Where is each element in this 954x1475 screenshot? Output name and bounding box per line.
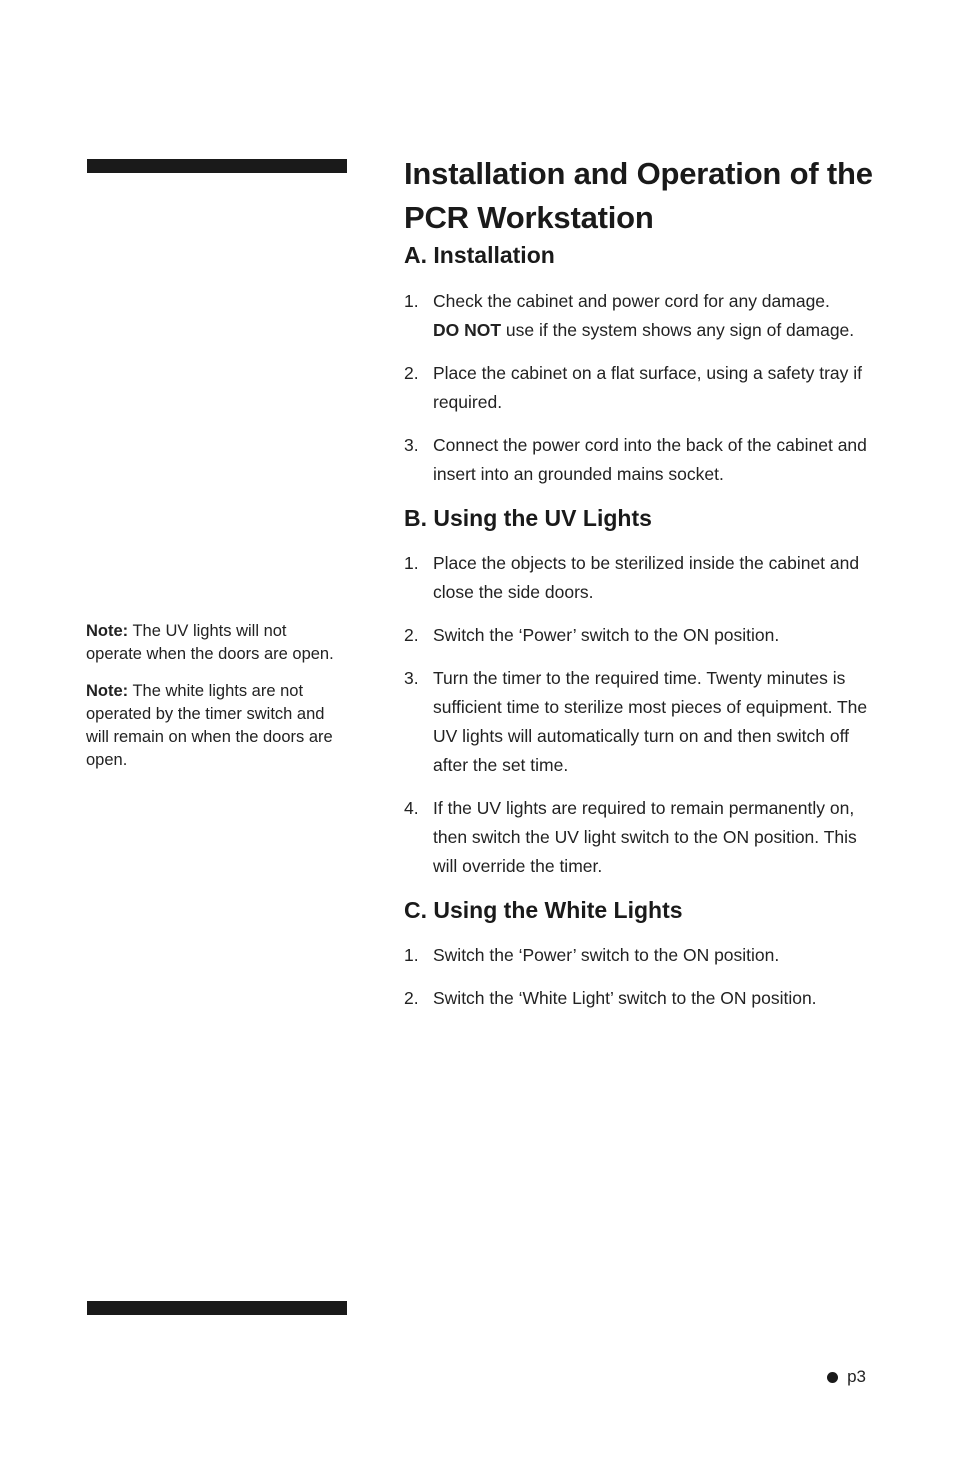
section-heading-uv-lights: B. Using the UV Lights — [404, 505, 652, 531]
step-text: Check the cabinet and power cord for any damage. — [433, 291, 830, 311]
list-item — [404, 549, 884, 607]
page-title: Installation and Operation of the PCR Workstation — [404, 156, 873, 235]
step-text: Switch the ‘Power’ switch to the ON position. — [433, 625, 780, 645]
list-item — [404, 621, 884, 650]
installation-steps — [404, 287, 884, 489]
list-item — [404, 431, 884, 489]
step-number: 1. — [404, 945, 419, 965]
list-item — [404, 359, 884, 417]
main-content — [404, 152, 884, 1027]
list-item — [404, 794, 884, 881]
step-text: Switch the ‘Power’ switch to the ON position. — [433, 945, 780, 965]
step-number: 2. — [404, 625, 419, 645]
note-label: Note: — [86, 682, 129, 700]
step-number: 3. — [404, 668, 419, 688]
step-text: Place the cabinet on a flat surface, using a safety tray if required. — [433, 363, 862, 412]
step-number: 1. — [404, 553, 419, 573]
sidebar-notes — [86, 620, 338, 786]
step-number: 2. — [404, 363, 419, 383]
list-item — [404, 664, 884, 780]
uv-lights-steps — [404, 549, 884, 881]
step-text: use if the system shows any sign of damage. — [501, 320, 855, 340]
list-item — [404, 984, 884, 1013]
note-text: The white lights are not operated by the timer switch and will remain on when the doors are open. — [86, 682, 333, 769]
list-item — [404, 941, 884, 970]
step-number: 1. — [404, 291, 419, 311]
step-warning: DO NOT — [433, 320, 502, 340]
list-item — [404, 287, 884, 345]
white-lights-steps — [404, 941, 884, 1013]
bottom-rule — [87, 1301, 347, 1315]
section-heading-installation: A. Installation — [404, 242, 555, 268]
page-footer — [827, 1366, 866, 1388]
bullet-icon — [827, 1372, 838, 1383]
step-text: Place the objects to be sterilized inside the cabinet and close the side doors. — [433, 553, 860, 602]
step-number: 3. — [404, 435, 419, 455]
step-text: Turn the timer to the required time. Twenty minutes is sufficient time to sterilize most pieces of equipment. The UV lights will automatically turn on and then switch off after the set time. — [433, 668, 868, 775]
note-text: The UV lights will not operate when the doors are open. — [86, 622, 334, 663]
step-text: If the UV lights are required to remain permanently on, then switch the UV light switch to the ON position. This will override the timer. — [433, 798, 857, 876]
top-rule — [87, 159, 347, 173]
page-number: p3 — [847, 1367, 866, 1386]
note-uv-doors — [86, 620, 338, 666]
note-white-lights — [86, 680, 338, 772]
step-text: Connect the power cord into the back of the cabinet and insert into an grounded mains socket. — [433, 435, 867, 484]
step-number: 2. — [404, 988, 419, 1008]
step-number: 4. — [404, 798, 419, 818]
section-heading-white-lights: C. Using the White Lights — [404, 897, 683, 923]
step-text: Switch the ‘White Light’ switch to the ON position. — [433, 988, 817, 1008]
note-label: Note: — [86, 622, 129, 640]
